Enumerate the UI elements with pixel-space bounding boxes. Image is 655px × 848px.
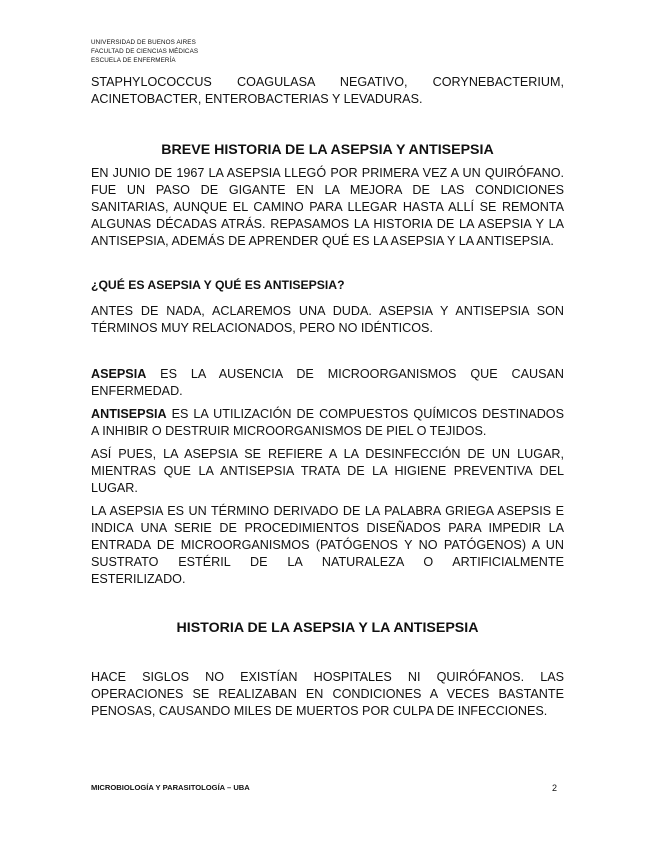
paragraph-asepsia-definition	[91, 366, 564, 400]
header-faculty: FACULTAD DE CIENCIAS MÉDICAS	[91, 48, 199, 55]
page-body	[91, 74, 564, 720]
paragraph-hace-siglos: HACE SIGLOS NO EXISTÍAN HOSPITALES NI QUIRÓFANOS. LAS OPERACIONES SE REALIZABAN EN CONDICIONES A VECES BASTANTE PENOSAS, CAUSANDO MILES DE MUERTOS POR CULPA DE INFECCIONES.	[91, 670, 564, 718]
paragraph-antes-de-nada: ANTES DE NADA, ACLAREMOS UNA DUDA. ASEPSIA Y ANTISEPSIA SON TÉRMINOS MUY RELACIONADOS, PERO NO IDÉNTICOS.	[91, 304, 564, 335]
footer-course-label: MICROBIOLOGÍA Y PARASITOLOGÍA – UBA	[91, 783, 250, 792]
subheading-que-es: ¿QUÉ ES ASEPSIA Y QUÉ ES ANTISEPSIA?	[91, 278, 345, 292]
paragraph-1967: EN JUNIO DE 1967 LA ASEPSIA LLEGÓ POR PRIMERA VEZ A UN QUIRÓFANO. FUE UN PASO DE GIGANTE EN LA MEJORA DE LAS CONDICIONES SANITARIAS, AUNQUE EL CAMINO PARA LLEGAR HASTA ALLÍ SE REMONTA ALGUNAS DÉCADAS ATRÁS. REPASAMOS LA HISTORIA DE LA ASEPSIA Y LA ANTISEPSIA, ADEMÁS DE APRENDER QUÉ ES LA ASEPSIA Y LA ANTISEPSIA.	[91, 166, 564, 248]
page-header	[91, 38, 198, 65]
header-school: ESCUELA DE ENFERMERÍA	[91, 57, 176, 64]
heading-historia: HISTORIA DE LA ASEPSIA Y LA ANTISEPSIA	[176, 620, 479, 636]
asepsia-term: ASEPSIA	[91, 367, 147, 381]
heading-breve-historia: BREVE HISTORIA DE LA ASEPSIA Y ANTISEPSIA	[161, 142, 494, 158]
page-number: 2	[551, 783, 557, 793]
asepsia-definition-text: ES LA AUSENCIA DE MICROORGANISMOS QUE CAUSAN ENFERMEDAD.	[91, 367, 564, 398]
header-university: UNIVERSIDAD DE BUENOS AIRES	[91, 39, 196, 46]
antisepsia-definition-text: ES LA UTILIZACIÓN DE COMPUESTOS QUÍMICOS DESTINADOS A INHIBIR O DESTRUIR MICROORGANISMOS DE PIEL O TEJIDOS.	[91, 407, 564, 438]
page-footer	[91, 783, 557, 793]
paragraph-antisepsia-definition	[91, 406, 564, 440]
paragraph-asi-pues: ASÍ PUES, LA ASEPSIA SE REFIERE A LA DESINFECCIÓN DE UN LUGAR, MIENTRAS QUE LA ANTISEPSIA TRATA DE LA HIGIENE PREVENTIVA DEL LUGAR.	[91, 447, 564, 495]
paragraph-termino-derivado: LA ASEPSIA ES UN TÉRMINO DERIVADO DE LA PALABRA GRIEGA ASEPSIS E INDICA UNA SERIE DE PROCEDIMIENTOS DISEÑADOS PARA IMPEDIR LA ENTRADA DE MICROORGANISMOS (PATÓGENOS Y NO PATÓGENOS) A UN SUSTRATO ESTÉRIL DE LA NATURALEZA O ARTIFICIALMENTE ESTERILIZADO.	[91, 504, 564, 586]
antisepsia-term: ANTISEPSIA	[91, 407, 167, 421]
intro-paragraph: STAPHYLOCOCCUS COAGULASA NEGATIVO, CORYNEBACTERIUM, ACINETOBACTER, ENTEROBACTERIAS Y LEVADURAS.	[91, 75, 564, 106]
